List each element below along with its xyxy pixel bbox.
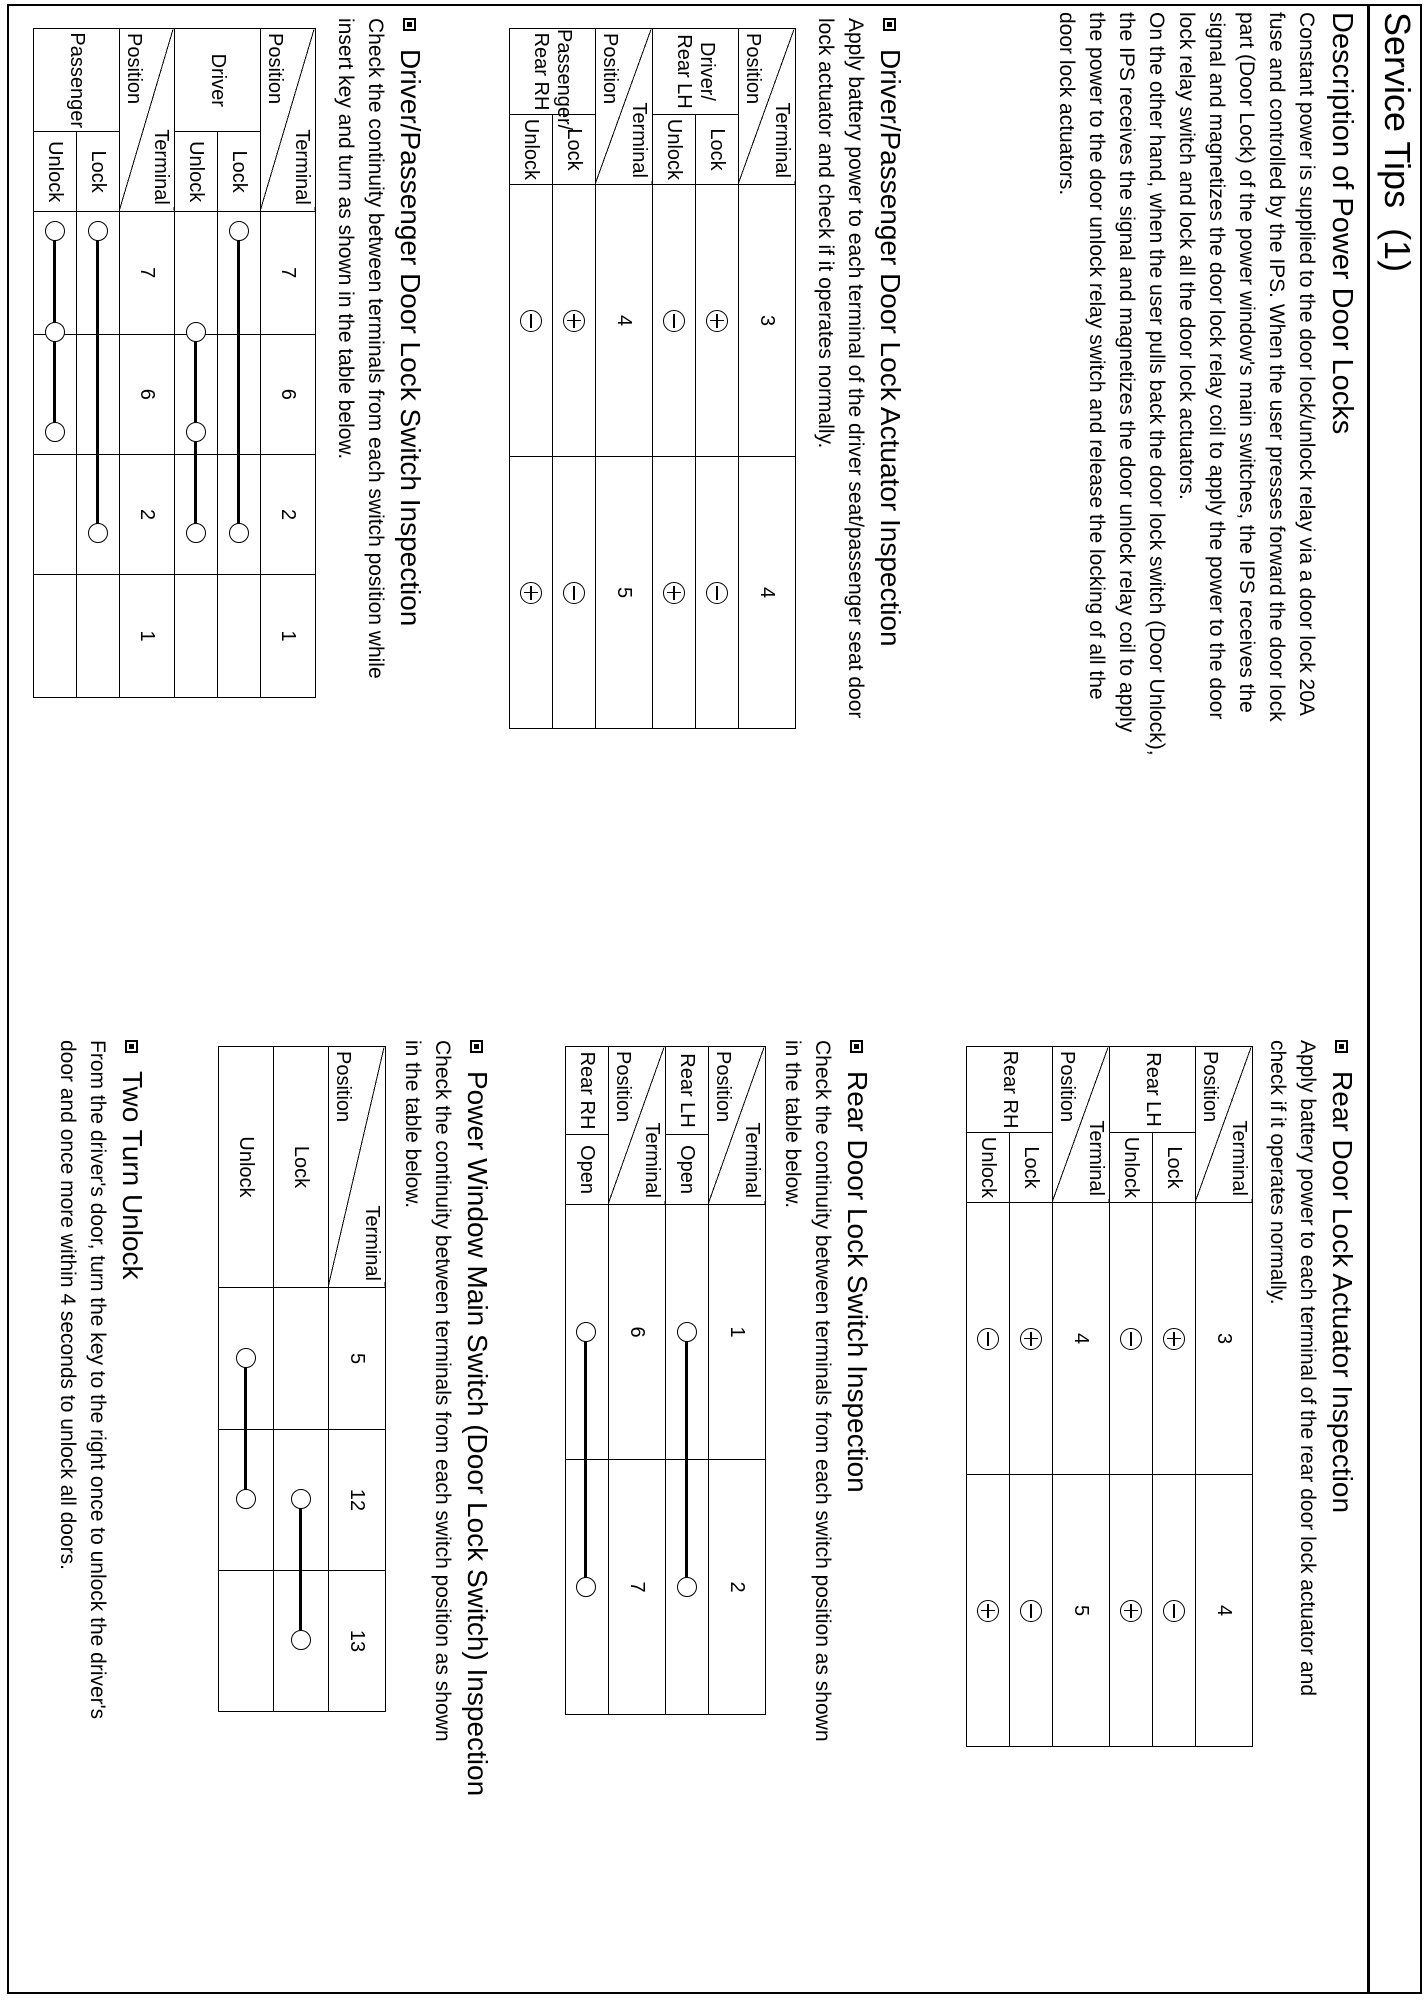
table-corner: Terminal Position: [1196, 1047, 1253, 1203]
state-label: Unlock: [510, 115, 553, 185]
terminal-header: 1: [709, 1205, 766, 1460]
section-heading: Two Turn Unlock: [117, 1071, 148, 1280]
bullet-icon: [404, 18, 417, 31]
terminal-header: 7: [261, 211, 316, 334]
rear-switch-table-wrap: [576, 1046, 766, 1714]
plus-icon: [977, 1600, 999, 1622]
state-label: Lock: [218, 132, 261, 211]
minus-icon: [1163, 1600, 1185, 1622]
terminal-header: 3: [739, 185, 796, 457]
section-pw-main-switch: [397, 1040, 493, 1796]
cell: [1010, 1475, 1053, 1747]
bullet-icon: [471, 1040, 484, 1053]
dp-actuator-table: [509, 28, 796, 729]
state-label: Open: [566, 1135, 609, 1205]
minus-icon: [663, 310, 685, 332]
position-label: Rear RH: [967, 1047, 1053, 1133]
section-rear-actuator: [1262, 1040, 1358, 1696]
cell: [510, 185, 553, 457]
section-dp-actuator: [810, 18, 906, 718]
minus-icon: [520, 310, 542, 332]
section-heading: Driver/Passenger Door Lock Actuator Inspection: [875, 49, 906, 647]
cell: [653, 185, 696, 457]
header-rule: [1367, 4, 1370, 1994]
rear-switch-table: [565, 1046, 766, 1715]
terminal-header: 7: [120, 211, 175, 334]
table-corner: Terminal Position: [120, 29, 175, 212]
table-corner: Terminal Position: [739, 29, 796, 185]
position-label: Passenger/ Rear RH: [510, 29, 596, 115]
section-power-door-locks: [1051, 12, 1358, 992]
section-two-turn-unlock: [52, 1040, 148, 1719]
plus-icon: [663, 582, 685, 604]
cell: [696, 457, 739, 729]
terminal-header: 6: [120, 334, 175, 454]
description-paragraph-2: On the other hand, when the user pulls back the door lock switch (Door Unlock), the IPS receives the signal and magnetizes the door unlock relay coil to apply the power to the door unlock relay switch and release the locking of all the door lock actuators.: [1055, 12, 1168, 756]
terminal-header: 5: [596, 457, 653, 729]
cell: [696, 185, 739, 457]
table-corner: Terminal Position: [1053, 1047, 1110, 1203]
terminal-header: 5: [1053, 1475, 1110, 1747]
dp-switch-table: [33, 28, 316, 698]
position-label: Passenger: [34, 29, 120, 132]
terminal-header: 12: [329, 1430, 386, 1571]
terminal-header: 4: [596, 185, 653, 457]
state-label: Lock: [1153, 1133, 1196, 1203]
section-heading: Rear Door Lock Actuator Inspection: [1327, 1071, 1358, 1514]
minus-icon: [1020, 1600, 1042, 1622]
cell: [553, 185, 596, 457]
state-label: Unlock: [653, 115, 696, 185]
minus-icon: [706, 582, 728, 604]
state-label: Unlock: [34, 132, 77, 211]
position-label: Rear LH: [1110, 1047, 1196, 1133]
section-heading: Rear Door Lock Switch Inspection: [842, 1071, 873, 1493]
section-heading: Description of Power Door Locks: [1326, 12, 1358, 435]
position-label: Unlock: [219, 1047, 274, 1288]
rear-actuator-table: [966, 1046, 1253, 1747]
bullet-icon: [884, 18, 897, 31]
table-corner: Terminal Position: [609, 1047, 666, 1205]
terminal-header: 5: [329, 1288, 386, 1430]
cell: [553, 457, 596, 729]
minus-icon: [977, 1328, 999, 1350]
terminal-header: 2: [709, 1460, 766, 1715]
plus-icon: [1020, 1328, 1042, 1350]
section-rear-switch: [777, 1040, 873, 1742]
position-label: Rear RH: [566, 1047, 609, 1135]
state-label: Open: [666, 1135, 709, 1205]
state-label: Lock: [553, 115, 596, 185]
section-description: Check the continuity between terminals from each switch position as shown in the table below.: [401, 1040, 454, 1742]
terminal-header: 4: [739, 457, 796, 729]
pw-main-switch-table-wrap: [206, 1046, 386, 1711]
terminal-header: 1: [261, 575, 316, 698]
position-label: Driver: [175, 29, 261, 132]
terminal-header: 13: [329, 1571, 386, 1712]
section-heading: Power Window Main Switch (Door Lock Switch) Inspection: [462, 1071, 493, 1797]
section-description: Apply battery power to each terminal of the rear door lock actuator and check if it operates normally.: [1266, 1040, 1319, 1697]
section-dp-switch: [330, 18, 426, 679]
section-description: Apply battery power to each terminal of the driver seat/passenger seat door lock actuator and check if it operates normally.: [814, 18, 867, 719]
section-heading: Driver/Passenger Door Lock Switch Inspection: [395, 49, 426, 627]
table-corner: Terminal Position: [329, 1047, 386, 1288]
terminal-header: 7: [609, 1460, 666, 1715]
dp-switch-table-wrap: [16, 28, 316, 698]
terminal-header: 1: [120, 575, 175, 698]
plus-icon: [706, 310, 728, 332]
cell: [1010, 1203, 1053, 1475]
terminal-header: 4: [1053, 1203, 1110, 1475]
pw-main-switch-table: [218, 1046, 386, 1712]
section-description: Check the continuity between terminals from each switch position while insert key and turn as shown in the table below.: [334, 18, 387, 679]
bullet-icon: [851, 1040, 864, 1053]
minus-icon: [1120, 1328, 1142, 1350]
state-label: Lock: [77, 132, 120, 211]
terminal-header: 4: [1196, 1475, 1253, 1747]
table-corner: Terminal Position: [261, 29, 316, 212]
position-label: Driver/ Rear LH: [653, 29, 739, 115]
cell: [967, 1475, 1010, 1747]
bullet-icon: [126, 1040, 139, 1053]
state-label: Unlock: [175, 132, 218, 211]
cell: [510, 457, 553, 729]
description-paragraph-1: Constant power is supplied to the door lock/unlock relay via a door lock 20A fuse and controlled by the IPS. When the user presses forward the door lock part (Door Lock) of the power window's main switches, the IPS receives the signal and magnetizes the door lock relay coil to apply the power to the door lock relay switch and lock all the door lock actuators.: [1175, 12, 1318, 722]
state-label: Unlock: [1110, 1133, 1153, 1203]
page-title: Service Tips (1): [1377, 12, 1418, 273]
position-label: Lock: [274, 1047, 329, 1288]
bullet-icon: [1336, 1040, 1349, 1053]
cell: [1110, 1475, 1153, 1747]
terminal-header: 6: [609, 1205, 666, 1460]
table-corner: Terminal Position: [709, 1047, 766, 1205]
terminal-header: 6: [261, 334, 316, 454]
minus-icon: [563, 582, 585, 604]
state-label: Lock: [1010, 1133, 1053, 1203]
cell: [653, 457, 696, 729]
cell: [967, 1203, 1010, 1475]
plus-icon: [1120, 1600, 1142, 1622]
position-label: Rear LH: [666, 1047, 709, 1135]
terminal-header: 2: [120, 454, 175, 574]
section-description: Check the continuity between terminals from each switch position as shown in the table below.: [781, 1040, 834, 1742]
section-description: From the driver's door, turn the key to the right once to unlock the driver's door and once more within 4 seconds to unlock all doors.: [56, 1040, 109, 1720]
plus-icon: [520, 582, 542, 604]
state-label: Unlock: [967, 1133, 1010, 1203]
cell: [1153, 1475, 1196, 1747]
terminal-header: 2: [261, 454, 316, 574]
cell: [1110, 1203, 1153, 1475]
plus-icon: [1163, 1328, 1185, 1350]
table-corner: Terminal Position: [596, 29, 653, 185]
plus-icon: [563, 310, 585, 332]
state-label: Lock: [696, 115, 739, 185]
cell: [1153, 1203, 1196, 1475]
terminal-header: 3: [1196, 1203, 1253, 1475]
